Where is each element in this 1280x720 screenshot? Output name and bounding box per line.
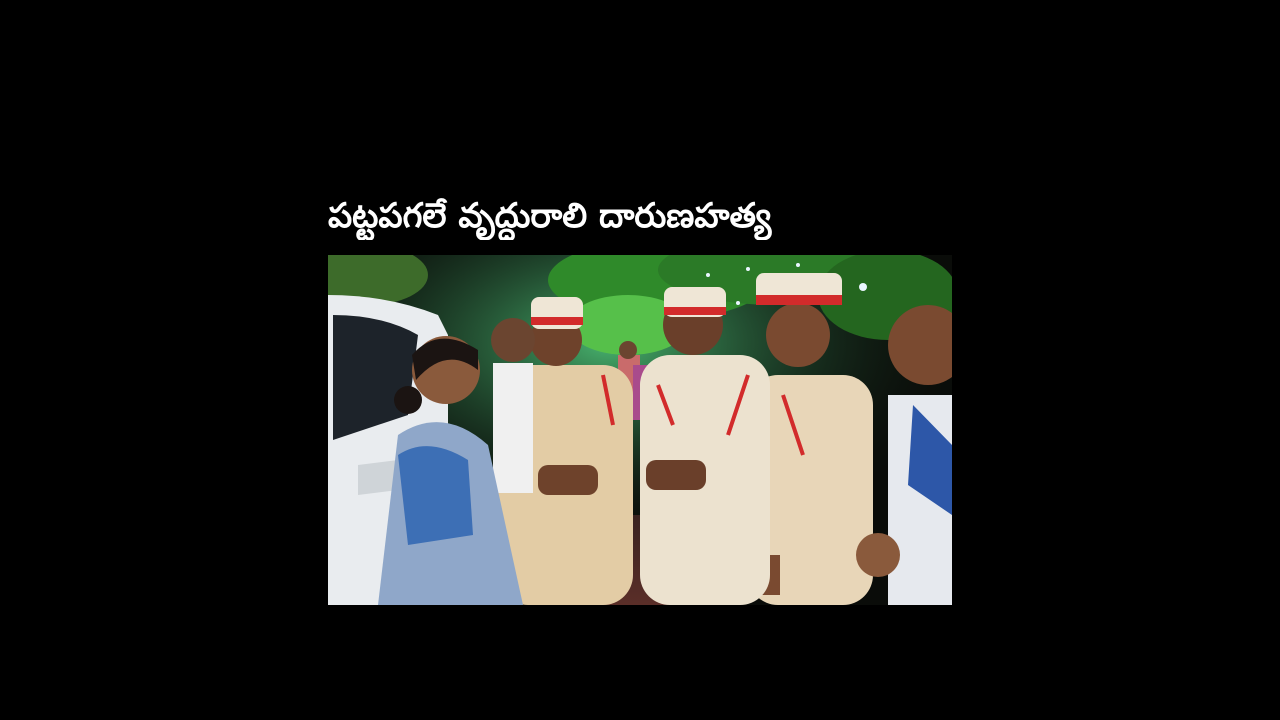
man-with-glasses bbox=[491, 318, 535, 493]
news-photo bbox=[328, 255, 952, 605]
headline: పట్టపగలే వృద్ధురాలి దారుణహత్య bbox=[328, 196, 772, 236]
news-photo-illustration bbox=[328, 255, 952, 605]
